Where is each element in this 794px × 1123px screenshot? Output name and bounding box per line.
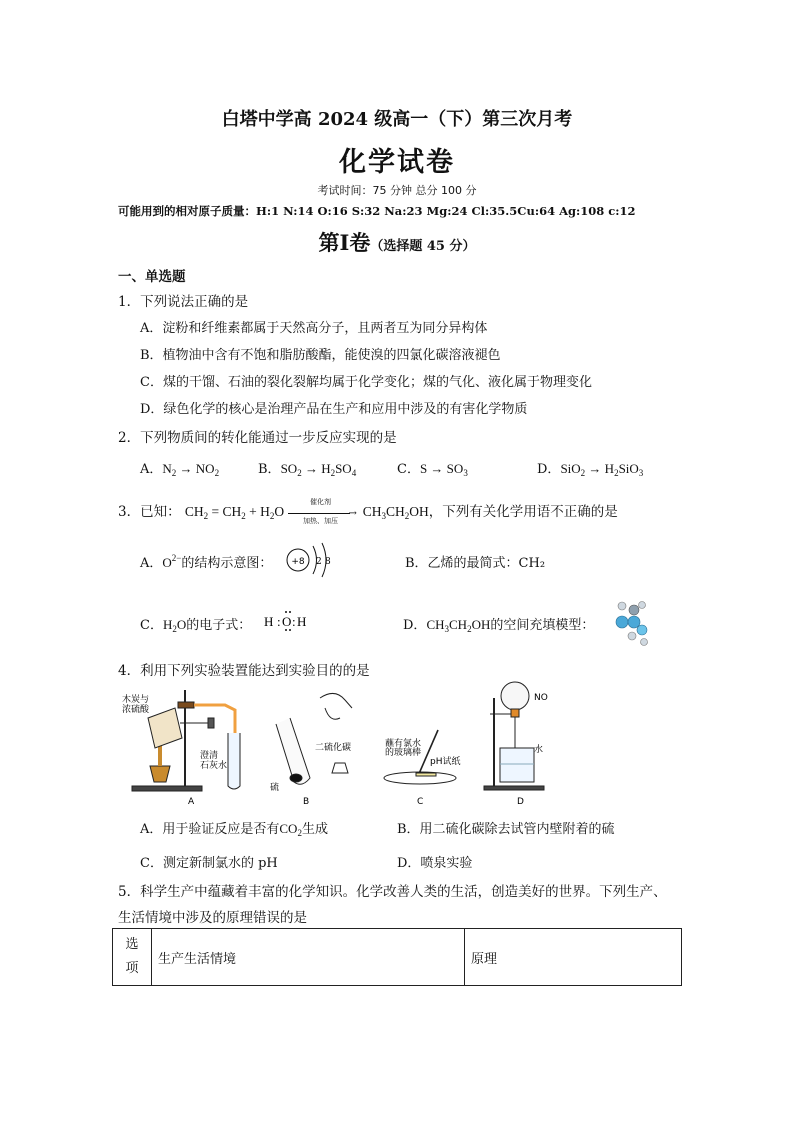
q3-option-a: A．$O^{2-}$的结构示意图：	[140, 553, 273, 571]
q4-option-a: A．用于验证反应是否有$CO_2$生成	[140, 821, 328, 838]
q4-apparatus-figure	[120, 678, 550, 808]
q1-stem: 1．下列说法正确的是	[118, 294, 249, 310]
q1-option-c: C．煤的干馏、石油的裂化裂解均属于化学变化；煤的气化、液化属于物理变化	[140, 375, 592, 390]
q4-option-d: D．喷泉实验	[397, 856, 473, 871]
label-c: C	[417, 797, 424, 807]
a-reagent-label-1: 木炭与	[122, 695, 150, 705]
reaction-arrow: 催化剂 → 加热、加压	[288, 506, 358, 520]
q1-option-b: B．植物油中含有不饱和脂肪酸酯，能使溴的四氯化碳溶液褪色	[140, 348, 501, 363]
q5-table	[112, 928, 682, 986]
q4-option-c: C．测定新制氯水的 pH	[140, 856, 278, 871]
q2-option-b: B．$SO_2 \to H_2SO_4$	[258, 461, 357, 478]
svg-text:O: O	[282, 614, 292, 629]
label-a: A	[188, 797, 195, 807]
q5-stem-line1: 5．科学生产中蕴藏着丰富的化学知识。化学改善人类的生活，创造美好的世界。下列生产、	[118, 884, 667, 900]
col-principle: 原理	[465, 929, 682, 986]
q1-option-a: A．淀粉和纤维素都属于天然高分子，且两者互为同分异构体	[140, 321, 488, 336]
label-b: B	[303, 797, 310, 807]
apparatus-b	[276, 693, 352, 784]
a-reagent-label-2: 浓硫酸	[122, 705, 150, 715]
svg-text:H: H	[264, 614, 274, 629]
d-no-label: NO	[534, 693, 548, 703]
q3-stem: 3．已知： $CH_2 = CH_2 + H_2O$ 催化剂 → 加热、加压 $CH_3CH_2OH$，下列有关化学用语不正确的是	[118, 497, 618, 525]
oxide-ion-structure-diagram	[284, 540, 334, 580]
col-context: 生产生活情境	[152, 929, 465, 986]
exam-title: 白塔中学高 2024 级高一（下）第三次月考	[221, 109, 573, 130]
c-rod-label-1: 蘸有氯水	[385, 739, 422, 749]
d-water-label: 水	[534, 745, 544, 755]
c-paper-label: pH试纸	[430, 757, 461, 767]
label-d: D	[517, 797, 524, 807]
section-small: （选择题 45 分）	[370, 239, 476, 254]
c-rod-label-2: 的玻璃棒	[385, 748, 422, 758]
ethanol-space-filling-model	[610, 598, 652, 648]
exam-meta: 考试时间：75 分钟 总分 100 分	[317, 184, 477, 197]
a-limewater-label-1: 澄清	[200, 751, 219, 761]
subject-title: 化学试卷	[339, 147, 455, 178]
shell-2-count: 8	[325, 557, 331, 567]
b-cs2-label: 二硫化碳	[315, 743, 352, 753]
a-limewater-label-2: 石灰水	[200, 761, 228, 771]
q5-stem-line2: 生活情境中涉及的原理错误的是	[118, 910, 307, 926]
svg-text:H: H	[297, 614, 307, 629]
q4-stem: 4．利用下列实验装置能达到实验目的的是	[118, 663, 370, 679]
b-sulfur-label: 硫	[270, 783, 280, 793]
water-electron-formula	[262, 606, 310, 636]
part-heading: 一、单选题	[118, 269, 186, 285]
q4-option-b: B．用二硫化碳除去试管内壁附着的硫	[397, 822, 615, 837]
section-big: 第Ⅰ卷	[318, 230, 371, 255]
q2-stem: 2．下列物质间的转化能通过一步反应实现的是	[118, 430, 397, 446]
section-heading	[0, 227, 794, 257]
q3-option-d: D．$CH_3CH_2OH$的空间充填模型：	[403, 617, 595, 634]
shell-1-count: 2	[316, 557, 322, 567]
table-header-row	[113, 929, 682, 986]
nucleus-charge: +8	[291, 557, 305, 567]
q3-option-b: B．乙烯的最简式：CH₂	[405, 556, 546, 571]
q2-option-a: A．$N_2 \to NO_2$	[140, 461, 220, 478]
svg-text::: :	[277, 614, 281, 629]
q2-option-d: D．$SiO_2 \to H_2SiO_3$	[537, 461, 644, 478]
q2-option-c: C．$S \to SO_3$	[397, 461, 468, 478]
col-option: 选 项	[113, 929, 152, 986]
q3-option-c: C．$H_2O$的电子式：	[140, 617, 252, 634]
atomic-masses: 可能用到的相对原子质量：H:1 N:14 O:16 S:32 Na:23 Mg:24 Cl:35.5Cu:64 Ag:108 c:12	[118, 204, 636, 218]
svg-text::: :	[292, 614, 296, 629]
q1-option-d: D．绿色化学的核心是治理产品在生产和应用中涉及的有害化学物质	[140, 402, 528, 417]
